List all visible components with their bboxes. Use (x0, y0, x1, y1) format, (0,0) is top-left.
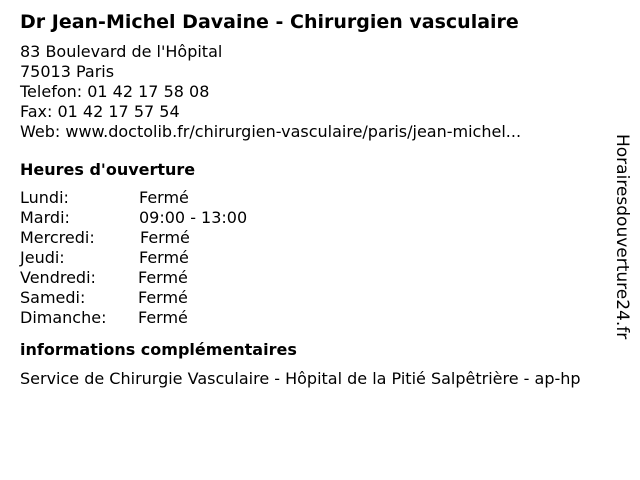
hours-row-monday (20, 188, 600, 208)
hours-row-saturday (20, 288, 600, 308)
hours-value: Fermé (138, 268, 188, 287)
main-content (20, 10, 600, 389)
address-line-1: 83 Boulevard de l'Hôpital (20, 42, 223, 61)
phone-line: Telefon: 01 42 17 58 08 (20, 82, 210, 101)
hours-value: Fermé (139, 248, 189, 267)
address-line-2: 75013 Paris (20, 62, 115, 81)
hours-row-thursday (20, 248, 600, 268)
hours-value: Fermé (138, 288, 188, 307)
day-label: Vendredi: (20, 268, 96, 287)
hours-value: Fermé (138, 308, 188, 327)
day-label: Lundi: (20, 188, 69, 207)
doctor-name-title: Dr Jean-Michel Davaine - Chirurgien vasculaire (20, 11, 519, 33)
day-label: Mardi: (20, 208, 70, 227)
fax-line: Fax: 01 42 17 57 54 (20, 102, 180, 121)
day-label: Mercredi: (20, 228, 95, 247)
hours-value: Fermé (139, 188, 189, 207)
hours-value: 09:00 - 13:00 (139, 208, 248, 227)
additional-info-heading: informations complémentaires (20, 340, 297, 359)
hours-row-wednesday (20, 228, 600, 248)
opening-hours-table (20, 188, 600, 328)
hours-row-sunday (20, 308, 600, 328)
day-label: Jeudi: (20, 248, 65, 267)
hours-row-friday (20, 268, 600, 288)
opening-hours-heading: Heures d'ouverture (20, 160, 196, 179)
web-link[interactable]: Web: www.doctolib.fr/chirurgien-vasculaire/paris/jean-michel... (20, 122, 522, 141)
additional-info-text: Service de Chirurgie Vasculaire - Hôpital de la Pitié Salpêtrière - ap-hp (20, 369, 581, 388)
contact-block (20, 42, 600, 142)
site-watermark: Horairesdouverture24.fr (612, 134, 632, 340)
hours-value: Fermé (140, 228, 190, 247)
day-label: Samedi: (20, 288, 86, 307)
day-label: Dimanche: (20, 308, 107, 327)
hours-row-tuesday (20, 208, 600, 228)
